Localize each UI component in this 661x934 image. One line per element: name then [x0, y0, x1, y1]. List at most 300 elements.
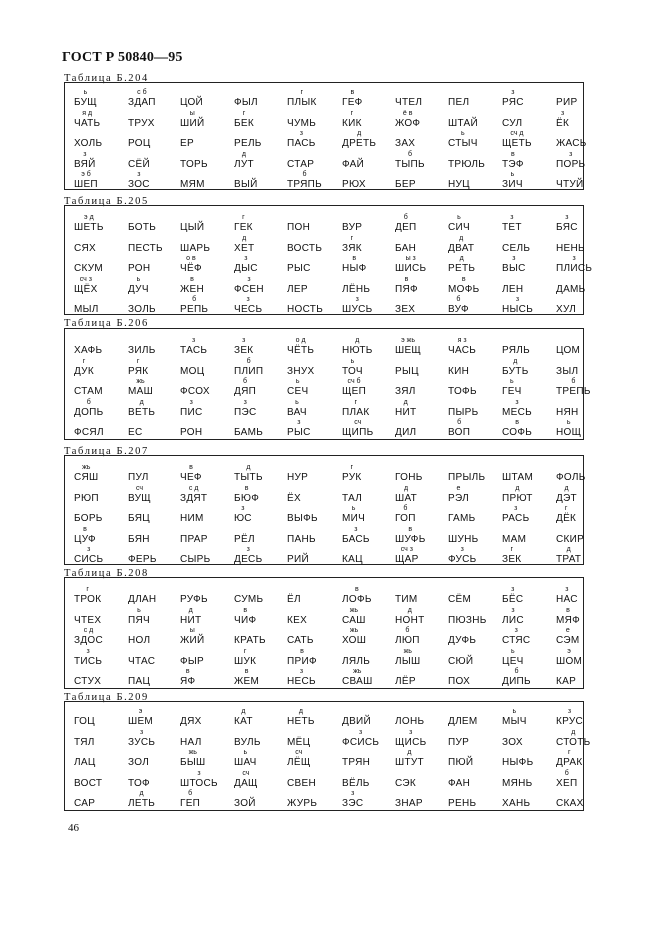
table-cell	[556, 676, 576, 687]
table-cell	[287, 337, 315, 356]
table-cell	[287, 159, 314, 170]
table-cell	[395, 627, 420, 646]
syllable-word: ЧТЕЛ	[395, 97, 423, 108]
phonetic-mark: жь	[136, 378, 145, 385]
table-cell	[128, 790, 156, 809]
table-cell	[234, 378, 257, 397]
syllable-word: РОН	[180, 427, 203, 438]
table-cell	[234, 484, 260, 504]
syllable-word: СТАР	[287, 158, 315, 170]
phonetic-mark: г	[243, 647, 247, 655]
table-cell	[448, 275, 480, 295]
syllable-word: ГЕК	[234, 222, 253, 233]
table-cell	[234, 708, 253, 727]
table-cell	[128, 138, 151, 149]
table-cell	[342, 159, 364, 170]
syllable-word: НЯН	[556, 406, 579, 418]
phonetic-mark: ы з	[405, 255, 416, 262]
syllable-word: ЕР	[180, 138, 194, 149]
syllable-word: ТЭФ	[502, 158, 524, 170]
syllable-word: СКАХ	[556, 798, 584, 809]
table-cell	[180, 138, 194, 149]
phonetic-mark: д	[242, 234, 247, 242]
table-cell	[556, 138, 587, 149]
table-cell	[342, 627, 367, 646]
syllable-word: ЗДОС	[74, 635, 104, 646]
syllable-word: МЕСЬ	[502, 406, 532, 418]
syllable-word: ПЯЧ	[128, 614, 150, 626]
table-cell	[287, 493, 301, 504]
table-cell	[128, 708, 154, 727]
table-cell	[502, 296, 534, 315]
phonetic-mark: з	[510, 214, 514, 221]
table-cell	[128, 676, 150, 687]
syllable-word: СЁЙ	[128, 158, 150, 170]
phonetic-mark: д	[139, 790, 144, 797]
syllable-word: ДАЩ	[234, 777, 258, 789]
phonetic-mark: в	[83, 525, 87, 533]
table-cell	[395, 525, 426, 545]
phonetic-mark: з	[560, 109, 565, 117]
syllable-word: ШАТ	[395, 492, 418, 504]
syllable-word: МЁЦ	[287, 736, 311, 748]
phonetic-mark: г	[350, 464, 354, 471]
phonetic-mark: з	[512, 255, 516, 262]
syllable-word: МЯМ	[180, 179, 205, 190]
table-cell	[128, 159, 150, 170]
table-cell	[287, 554, 309, 565]
syllable-word: ШИСЬ	[395, 263, 427, 274]
syllable-word: СТАМ	[74, 386, 103, 397]
phonetic-mark: жь	[82, 464, 91, 471]
syllable-word: ВУЛЬ	[234, 736, 261, 748]
table-cell	[128, 118, 155, 129]
phonetic-mark: в	[408, 525, 413, 533]
syllable-word: ЧЕСЬ	[234, 304, 263, 315]
syllable-word: ЩАР	[395, 554, 419, 565]
syllable-word: НИМ	[180, 513, 204, 524]
table-cell	[287, 263, 311, 274]
table-cell	[287, 472, 308, 483]
syllable-word: ЗЫЛ	[556, 365, 579, 377]
table-cell	[342, 222, 362, 233]
syllable-word: ПОН	[287, 222, 311, 233]
syllable-word: НЕСЬ	[287, 676, 316, 687]
syllable-word: ТРОК	[74, 594, 102, 605]
table-cell	[395, 716, 424, 727]
phonetic-mark: з	[515, 398, 519, 406]
table-cell	[502, 737, 523, 748]
syllable-word: ТАСЬ	[180, 345, 208, 356]
phonetic-mark: ь	[566, 419, 571, 426]
syllable-word: РУФЬ	[180, 594, 208, 605]
table-cell	[180, 427, 202, 438]
syllable-word: МЫЧ	[502, 716, 527, 727]
phonetic-mark: б	[564, 769, 569, 777]
word-table	[64, 455, 584, 565]
syllable-word: ЖЕН	[180, 283, 205, 295]
table-cell	[342, 234, 362, 254]
syllable-word: ЁК	[556, 117, 570, 129]
phonetic-mark: д	[298, 708, 303, 715]
table-cell	[180, 398, 203, 418]
word-table	[64, 701, 591, 811]
syllable-word: ГОНЬ	[395, 472, 423, 483]
phonetic-mark: з	[511, 89, 515, 96]
table-cell	[395, 255, 427, 274]
phonetic-mark: д	[241, 708, 246, 715]
table-cell	[287, 647, 317, 667]
syllable-word: ЧАТЬ	[74, 117, 101, 129]
table-cell	[502, 778, 533, 789]
syllable-word: НУР	[287, 472, 309, 483]
table-cell	[342, 728, 380, 748]
syllable-word: НИТ	[180, 614, 202, 626]
table-cell	[234, 798, 256, 809]
syllable-word: ФСОХ	[180, 386, 210, 397]
phonetic-mark: г	[567, 749, 571, 756]
syllable-word: БАН	[395, 242, 417, 254]
table-cell	[180, 627, 205, 646]
table-cell	[74, 345, 102, 356]
syllable-word: ЗНАР	[395, 798, 423, 809]
table-cell	[395, 97, 422, 108]
table-cell	[342, 778, 370, 789]
syllable-word: НОСТЬ	[287, 304, 324, 315]
phonetic-mark: д	[571, 728, 576, 736]
syllable-word: НЕНЬ	[556, 242, 585, 254]
syllable-word: КЕХ	[287, 614, 308, 626]
syllable-word: ПРЫЛЬ	[448, 472, 486, 483]
syllable-word: СУЛ	[502, 117, 523, 129]
syllable-word: КИК	[342, 117, 362, 129]
syllable-word: ШЕМ	[128, 716, 154, 727]
table-cell	[287, 171, 323, 190]
syllable-word: ПЮЙ	[448, 757, 474, 768]
syllable-word: ДЕСЬ	[234, 554, 263, 565]
table-cell	[74, 275, 98, 295]
syllable-word: БУЩ	[74, 97, 97, 108]
syllable-word: КРАТЬ	[234, 635, 266, 646]
syllable-word: ЦОЙ	[180, 97, 204, 108]
syllable-word: ДЯХ	[180, 716, 202, 727]
phonetic-mark: г	[82, 357, 86, 365]
phonetic-mark: в	[350, 89, 355, 96]
syllable-word: ТЫПЬ	[395, 158, 425, 170]
table-cell	[502, 171, 523, 190]
phonetic-mark: б	[188, 790, 193, 797]
table-cell	[234, 234, 255, 254]
table-cell	[287, 118, 316, 129]
table-cell	[234, 546, 263, 565]
phonetic-mark: сч	[135, 484, 144, 492]
syllable-word: ПИС	[180, 406, 203, 418]
syllable-word: КИН	[448, 365, 470, 377]
syllable-word: ТОФЬ	[448, 386, 477, 397]
syllable-word: ПЕСТЬ	[128, 242, 163, 254]
syllable-word: РЯК	[128, 365, 149, 377]
syllable-word: ЛЯЛЬ	[342, 655, 371, 667]
phonetic-mark: жь	[188, 749, 197, 756]
phonetic-mark: з	[511, 586, 515, 593]
syllable-word: РЕТЬ	[448, 263, 476, 274]
table-cell	[342, 606, 366, 626]
phonetic-mark: з	[246, 546, 250, 553]
table-cell	[234, 214, 253, 233]
table-cell	[448, 676, 470, 687]
phonetic-mark: жь	[349, 627, 359, 634]
table-cell	[502, 118, 522, 129]
table-cell	[502, 214, 522, 233]
table-cell	[395, 398, 417, 418]
phonetic-mark: з	[87, 546, 91, 553]
syllable-word: ПЛИП	[234, 365, 264, 377]
syllable-word: ШУФЬ	[395, 533, 426, 545]
syllable-word: МЯНЬ	[502, 777, 533, 789]
phonetic-mark: б	[407, 150, 412, 158]
table-cell	[287, 708, 315, 727]
syllable-word: ШТОСЬ	[180, 777, 218, 789]
table-cell	[556, 419, 582, 438]
syllable-word: ШТУТ	[395, 757, 424, 768]
syllable-word: ТОЧ	[342, 365, 363, 377]
syllable-word: ЧТЕХ	[74, 614, 102, 626]
syllable-word: РЭЛ	[448, 492, 469, 504]
table-cell	[395, 676, 416, 687]
table-cell	[556, 109, 570, 129]
table-cell	[180, 769, 218, 789]
table-cell	[448, 615, 487, 626]
table-caption: Таблица Б.208	[64, 568, 149, 579]
syllable-word: ДЯП	[234, 386, 257, 397]
syllable-word: РИЙ	[287, 554, 309, 565]
syllable-word: РЮХ	[342, 179, 366, 190]
table-cell	[128, 554, 157, 565]
table-cell	[502, 484, 533, 504]
syllable-word: ТРЮЛЬ	[448, 158, 486, 170]
phonetic-mark: г	[350, 109, 354, 117]
syllable-word: ЮС	[234, 513, 252, 524]
syllable-word: ДЭТ	[556, 492, 577, 504]
syllable-word: ЗОС	[128, 179, 150, 190]
syllable-word: ТЫТЬ	[234, 472, 263, 483]
phonetic-mark: э жь	[401, 337, 415, 344]
phonetic-mark: ь	[295, 378, 300, 385]
table-cell	[556, 255, 593, 274]
phonetic-mark: сч	[242, 769, 250, 777]
syllable-word: ВЯЙ	[74, 158, 96, 170]
syllable-word: ЛЫШ	[395, 655, 421, 667]
syllable-word: ШТАМ	[502, 472, 534, 483]
syllable-word: РЯС	[502, 97, 524, 108]
table-cell	[448, 130, 478, 149]
phonetic-mark: жь	[349, 606, 359, 614]
syllable-word: ЕС	[128, 427, 143, 438]
syllable-word: РЕЛЬ	[234, 138, 262, 149]
syllable-word: РЁЛ	[234, 533, 255, 545]
phonetic-mark: б	[243, 378, 248, 385]
syllable-word: ГОП	[395, 513, 416, 524]
syllable-word: ДРЕТЬ	[342, 138, 377, 149]
syllable-word: КАТ	[234, 716, 253, 727]
syllable-word: ДЁК	[556, 513, 577, 524]
table-cell	[556, 627, 580, 646]
phonetic-mark: ь	[137, 606, 141, 614]
table-cell	[502, 586, 524, 605]
phonetic-mark: ь	[461, 130, 465, 137]
phonetic-mark: з	[515, 296, 520, 303]
table-cell	[74, 798, 95, 809]
table-caption: Таблица Б.204	[64, 73, 149, 84]
table-cell	[342, 255, 367, 274]
table-cell	[128, 635, 150, 646]
word-table	[64, 577, 584, 689]
phonetic-mark: д	[403, 484, 409, 492]
table-cell	[234, 737, 261, 748]
phonetic-mark: с д	[83, 627, 94, 634]
phonetic-mark: о в	[186, 255, 196, 262]
phonetic-mark: з	[140, 728, 144, 736]
phonetic-mark: з	[572, 255, 576, 262]
table-cell	[395, 606, 425, 626]
phonetic-mark: з	[351, 790, 355, 797]
table-cell	[556, 284, 586, 295]
syllable-word: ЦЕЧ	[502, 655, 524, 667]
phonetic-mark: б	[571, 378, 576, 385]
table-cell	[287, 534, 316, 545]
syllable-word: ШУК	[234, 655, 257, 667]
phonetic-mark: жь	[353, 668, 362, 675]
syllable-word: ФЕРЬ	[128, 554, 157, 565]
table-cell	[234, 97, 258, 108]
word-table	[64, 82, 587, 190]
syllable-word: ВУР	[342, 222, 363, 233]
table-cell	[128, 378, 154, 397]
syllable-word: ХЕТ	[234, 242, 255, 254]
phonetic-mark: ы	[189, 627, 195, 634]
syllable-word: ЧЁТЬ	[287, 345, 315, 356]
phonetic-mark: ь	[510, 171, 515, 178]
table-cell	[395, 594, 418, 605]
table-cell	[448, 546, 477, 565]
syllable-word: ЗОЛ	[128, 757, 150, 768]
syllable-word: МЯФ	[556, 614, 581, 626]
phonetic-mark: сч з	[400, 546, 413, 553]
table-cell	[395, 484, 418, 504]
phonetic-mark: в	[352, 255, 357, 262]
syllable-word: ЗДЯТ	[180, 492, 208, 504]
syllable-word: МЫЛ	[74, 304, 99, 315]
syllable-word: ХУЛ	[556, 304, 577, 315]
table-cell	[180, 594, 208, 605]
phonetic-mark: б	[86, 398, 91, 406]
table-cell	[234, 357, 264, 377]
table-cell	[74, 357, 94, 377]
syllable-word: ЧУМЬ	[287, 117, 317, 129]
syllable-word: НОЩ	[556, 427, 582, 438]
phonetic-mark: г	[510, 546, 513, 553]
table-cell	[128, 304, 156, 315]
table-cell	[74, 214, 104, 233]
phonetic-mark: ь	[457, 214, 461, 221]
syllable-word: ПЛАК	[342, 406, 370, 418]
syllable-word: ДАМЬ	[556, 283, 586, 295]
phonetic-mark: з	[299, 130, 303, 137]
syllable-word: ВОСТЬ	[287, 242, 323, 254]
syllable-word: ДВИЙ	[342, 716, 372, 727]
table-cell	[180, 296, 209, 315]
table-cell	[74, 138, 102, 149]
table-cell	[395, 304, 415, 315]
table-cell	[128, 275, 149, 295]
table-cell	[448, 159, 485, 170]
syllable-word: ТОРЬ	[180, 158, 208, 170]
table-cell	[234, 138, 262, 149]
table-cell	[180, 668, 196, 687]
phonetic-mark: з	[354, 525, 358, 533]
table-cell	[556, 214, 578, 233]
syllable-word: БЯН	[128, 533, 150, 545]
syllable-word: ПЛЫК	[287, 97, 317, 108]
table-cell	[287, 635, 314, 646]
syllable-word: ВАЧ	[287, 406, 307, 418]
syllable-word: ЁЛ	[287, 594, 301, 605]
table-cell	[556, 378, 591, 397]
phonetic-mark: з	[460, 546, 464, 553]
syllable-word: ЛЕТЬ	[128, 798, 156, 809]
phonetic-mark: б	[302, 171, 307, 178]
table-cell	[502, 398, 532, 418]
table-cell	[448, 757, 473, 768]
table-cell	[234, 464, 263, 483]
syllable-word: ПЭС	[234, 406, 257, 418]
table-cell	[74, 513, 103, 524]
table-cell	[180, 222, 204, 233]
syllable-word: СЕЧ	[287, 386, 309, 397]
table-cell	[74, 398, 104, 418]
syllable-word: ВУЩ	[128, 492, 151, 504]
syllable-word: ПЫРЬ	[448, 406, 479, 418]
phonetic-mark: б	[246, 357, 251, 365]
phonetic-mark: в	[190, 275, 194, 283]
table-cell	[74, 546, 104, 565]
syllable-word: ТРЯН	[342, 757, 371, 768]
syllable-word: СТЯС	[502, 635, 531, 646]
syllable-word: ФАЙ	[342, 158, 365, 170]
table-cell	[556, 728, 591, 748]
table-cell	[74, 525, 96, 545]
table-cell	[502, 668, 531, 687]
table-cell	[502, 255, 526, 274]
syllable-word: ЗОЙ	[234, 798, 256, 809]
phonetic-mark: з	[241, 505, 245, 512]
phonetic-mark: д	[564, 484, 569, 492]
syllable-word: МОЦ	[180, 365, 205, 377]
phonetic-mark: з	[565, 214, 569, 221]
syllable-word: ЧЁФ	[180, 263, 202, 274]
table-cell	[342, 378, 367, 397]
syllable-word: ТЕТ	[502, 222, 522, 233]
table-cell	[234, 255, 258, 274]
syllable-word: ЖОФ	[395, 117, 421, 129]
syllable-word: ШОМ	[556, 655, 583, 667]
phonetic-mark: в	[244, 668, 249, 675]
phonetic-mark: я д	[82, 109, 93, 117]
table-cell	[180, 513, 204, 524]
table-cell	[395, 243, 416, 254]
syllable-word: РИР	[556, 97, 578, 108]
phonetic-mark: е	[456, 484, 461, 492]
